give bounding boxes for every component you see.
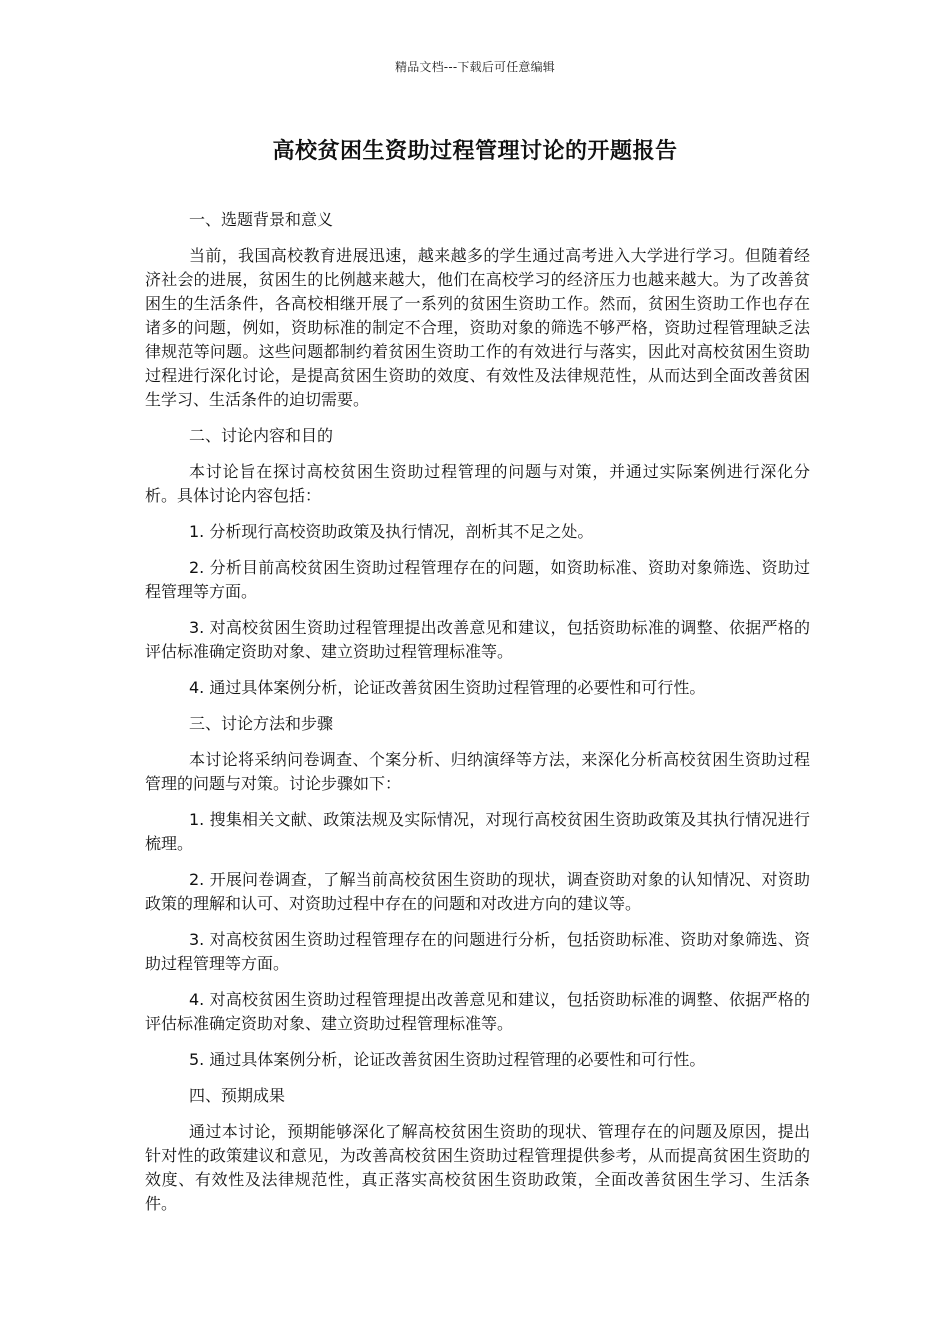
list-item-content-3: 3. 对高校贫困生资助过程管理提出改善意见和建议，包括资助标准的调整、依据严格的评估标准确定资助对象、建立资助过程管理标准等。 (145, 618, 810, 661)
section-heading-content: 二、讨论内容和目的 (189, 426, 334, 445)
list-item-methods-5: 5. 通过具体案例分析，论证改善贫困生资助过程管理的必要性和可行性。 (189, 1050, 706, 1069)
paragraph-outcomes: 通过本讨论，预期能够深化了解高校贫困生资助的现状、管理存在的问题及原因，提出针对性的政策建议和意见，为改善高校贫困生资助过程管理提供参考，从而提高贫困生资助的效度、有效性及法律规范性，真正落实高校贫困生资助政策，全面改善贫困生学习、生活条件。 (145, 1122, 810, 1213)
list-item-methods-3: 3. 对高校贫困生资助过程管理存在的问题进行分析，包括资助标准、资助对象筛选、资助过程管理等方面。 (145, 930, 810, 973)
section-heading-background: 一、选题背景和意义 (189, 210, 334, 229)
paragraph-content-intro: 本讨论旨在探讨高校贫困生资助过程管理的问题与对策，并通过实际案例进行深化分析。具体讨论内容包括： (145, 462, 810, 505)
list-item-content-1: 1. 分析现行高校资助政策及执行情况，剖析其不足之处。 (189, 522, 594, 541)
paragraph-methods-intro: 本讨论将采纳问卷调查、个案分析、归纳演绎等方法，来深化分析高校贫困生资助过程管理的问题与对策。讨论步骤如下： (145, 750, 810, 793)
list-item-content-4: 4. 通过具体案例分析，论证改善贫困生资助过程管理的必要性和可行性。 (189, 678, 706, 697)
list-item-methods-4: 4. 对高校贫困生资助过程管理提出改善意见和建议，包括资助标准的调整、依据严格的评估标准确定资助对象、建立资助过程管理标准等。 (145, 990, 810, 1033)
document-title: 高校贫困生资助过程管理讨论的开题报告 (272, 139, 678, 164)
paragraph-background: 当前，我国高校教育进展迅速，越来越多的学生通过高考进入大学进行学习。但随着经济社会的进展，贫困生的比例越来越大，他们在高校学习的经济压力也越来越大。为了改善贫困生的生活条件，各高校相继开展了一系列的贫困生资助工作。然而，贫困生资助工作也存在诸多的问题，例如，资助标准的制定不合理，资助对象的筛选不够严格，资助过程管理缺乏法律规范等问题。这些问题都制约着贫困生资助工作的有效进行与落实，因此对高校贫困生资助过程进行深化讨论，是提高贫困生资助的效度、有效性及法律规范性，从而达到全面改善贫困生学习、生活条件的迫切需要。 (145, 246, 810, 409)
list-item-methods-2: 2. 开展问卷调查，了解当前高校贫困生资助的现状，调查资助对象的认知情况、对资助政策的理解和认可、对资助过程中存在的问题和对改进方向的建议等。 (145, 870, 810, 913)
section-heading-methods: 三、讨论方法和步骤 (189, 714, 334, 733)
document-body (145, 208, 810, 1228)
header-note: 精品文档---下载后可任意编辑 (395, 60, 555, 74)
list-item-methods-1: 1. 搜集相关文献、政策法规及实际情况，对现行高校贫困生资助政策及其执行情况进行梳理。 (145, 810, 810, 853)
section-heading-outcomes: 四、预期成果 (189, 1086, 286, 1105)
list-item-content-2: 2. 分析目前高校贫困生资助过程管理存在的问题，如资助标准、资助对象筛选、资助过程管理等方面。 (145, 558, 810, 601)
